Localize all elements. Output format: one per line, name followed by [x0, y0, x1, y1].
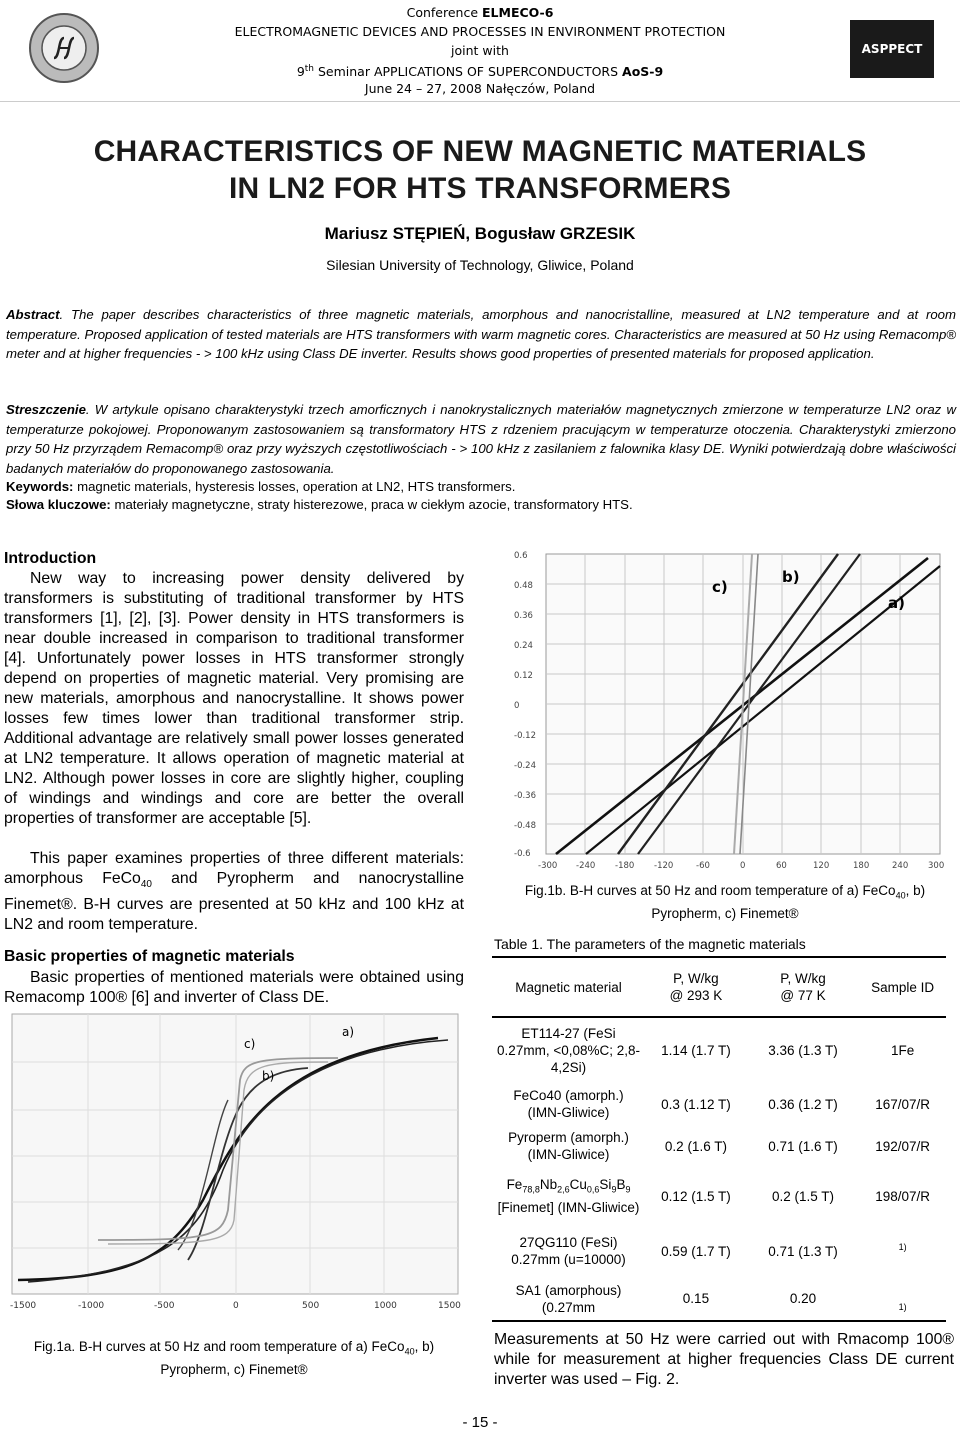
- table-header-row: [492, 957, 946, 1017]
- intro-paragraph-2: This paper examines properties of three different materials: amorphous FeCo$_{40}$ and Pyropherm and nanocrystalline Finemet®. B-H curves are presented at 50 kHz and 100 kHz at LN2 and room temperature.: [4, 850, 464, 934]
- conference-date: June 24 – 27, 2008 Nałęczów, Poland: [364, 81, 596, 96]
- fig1b-ytick: 0.6: [514, 551, 528, 561]
- page-number: - 15 -: [462, 1414, 498, 1431]
- fig1b-ytick: 0.12: [514, 671, 533, 681]
- table-row: [492, 1167, 946, 1225]
- table-cell: 0.2 (1.6 T): [664, 1138, 727, 1154]
- figure-1b-label-b: b): [782, 568, 800, 586]
- fig1a-xtick: -500: [154, 1301, 175, 1310]
- fig1a-xtick: 1500: [438, 1301, 461, 1310]
- basic-properties-paragraph: Basic properties of mentioned materials were obtained using Remacomp 100® [6] and inverter of Class DE.: [4, 969, 464, 1006]
- table-row: [492, 1083, 946, 1125]
- figure-1a-plot: [8, 1010, 468, 1310]
- table-cell: 198/07/R: [875, 1188, 931, 1204]
- table-cell: Pyroperm (amorph.) (IMN-Gliwice): [508, 1130, 629, 1162]
- fig1b-ytick: -0.36: [514, 791, 536, 801]
- joint-with: joint with: [451, 43, 509, 58]
- table-row: [492, 1225, 946, 1277]
- table-cell: 192/07/R: [875, 1138, 931, 1154]
- figure-1a-caption: Fig.1a. B-H curves at 50 Hz and room temperature of a) FeCo$_{40}$, b) Pyropherm, c) Finemet®: [33, 1339, 435, 1377]
- table-cell: ET114-27 (FeSi 0.27mm, <0,08%C; 2,8-4,2Si): [497, 1026, 640, 1075]
- authors: Mariusz STĘPIEŃ, Bogusław GRZESIK: [324, 224, 636, 243]
- keywords-pl: Słowa kluczowe: materiały magnetyczne, straty histerezowe, praca w ciekłym azocie, transformatory HTS.: [6, 497, 633, 512]
- table-cell: 167/07/R: [875, 1096, 931, 1112]
- table-header-cell: P, W/kg @ 77 K: [780, 971, 826, 1003]
- table-row: [492, 1125, 946, 1167]
- fig1a-xtick: -1500: [10, 1301, 37, 1310]
- table-cell: 3.36 (1.3 T): [768, 1043, 838, 1058]
- fig1b-xtick: -180: [615, 861, 635, 871]
- table-cell: 0.71 (1.3 T): [768, 1243, 838, 1259]
- figure-1b-plot: [508, 548, 954, 878]
- table-cell: 27QG110 (FeSi) 0.27mm (u=10000): [511, 1235, 626, 1267]
- figure-1b-label-a: a): [888, 594, 905, 612]
- table-cell: 1): [898, 1302, 907, 1312]
- fig1b-xtick: 120: [813, 861, 830, 871]
- fig1b-ytick: -0.48: [514, 821, 536, 831]
- keywords: Keywords: magnetic materials, hysteresis losses, operation at LN2, HTS transformers.: [6, 479, 516, 494]
- seminar-line: 9th Seminar APPLICATIONS OF SUPERCONDUCTORS AoS-9: [296, 64, 664, 80]
- figure-1a: [8, 1010, 468, 1315]
- figure-1a-label-b: b): [262, 1069, 275, 1083]
- fig1a-xtick: 0: [233, 1301, 239, 1310]
- streszczenie: Streszczenie. W artykule opisano charakterystyki trzech amorficznych i nanokrystalicznych materiałów magnetycznych zmierzone w temperaturze LN2 oraz w temperaturze pokojowej. Proponowanym zastosowaniem są transformatory HTS z rdzeniem pracującym w temperaturze otoczenia. Charakterystyki zmierzono przy 50 Hz przyrządem Remacomp® oraz przy wyższych częstotliwościach - > 100 kHz z zasilaniem z falownika klasy DE. Wyniki potwierdzają dobre właściwości badanych materiałów do proponowanego zastosowania.: [6, 402, 956, 476]
- conference-subtitle: ELECTROMAGNETIC DEVICES AND PROCESSES IN ENVIRONMENT PROTECTION: [234, 24, 726, 39]
- table-cell: 0.12 (1.5 T): [661, 1188, 731, 1204]
- table-cell: $Fe_{78,8}Nb_{2,6}Cu_{0,6}Si_9B_9$ [Finemet] (IMN-Gliwice): [492, 1167, 645, 1225]
- table-cell: 1.14 (1.7 T): [661, 1043, 731, 1058]
- fig1b-xtick: -300: [538, 861, 558, 871]
- table-cell: 0.15: [682, 1291, 710, 1306]
- table-cell: 1): [898, 1242, 907, 1252]
- introduction-heading: Introduction: [4, 550, 97, 567]
- figure-1b: [508, 548, 954, 883]
- asppect-logo: ASPPECT: [850, 20, 934, 78]
- table-cell: 0.2 (1.5 T): [772, 1188, 835, 1204]
- table-header-cell: P, W/kg @ 293 K: [669, 971, 723, 1003]
- table-cell: 1Fe: [890, 1043, 915, 1058]
- table-cell: 0.36 (1.2 T): [768, 1096, 838, 1112]
- finemet-formula: $Fe_{78,8}Nb_{2,6}Cu_{0,6}Si_9B_9$: [506, 1177, 631, 1195]
- figure-1a-label-c: c): [244, 1037, 256, 1051]
- fig1b-ytick: 0.24: [514, 641, 533, 651]
- basic-properties-heading: Basic properties of magnetic materials: [4, 948, 295, 965]
- fig1a-xtick: 1000: [374, 1301, 397, 1310]
- fig1b-xtick: 300: [928, 861, 945, 871]
- table-row: [492, 1017, 946, 1083]
- table-cell: 0.20: [789, 1291, 817, 1306]
- paper-title-line1: CHARACTERISTICS OF NEW MAGNETIC MATERIALS: [93, 135, 867, 168]
- ieee-logo: [28, 12, 100, 84]
- fig1b-xtick: 240: [892, 861, 909, 871]
- figure-1b-caption: Fig.1b. B-H curves at 50 Hz and room temperature of a) FeCo$_{40}$, b) Pyropherm, c) Finemet®: [524, 883, 926, 921]
- table-row: [492, 1277, 946, 1321]
- fig1b-xtick: 0: [740, 861, 746, 871]
- table-cell: SA1 (amorphous) (0.27mm: [515, 1282, 622, 1315]
- fig1b-ytick: 0: [514, 701, 520, 711]
- table-header-cell: Magnetic material: [515, 979, 622, 995]
- figure-1a-label-a: a): [342, 1025, 355, 1039]
- parameters-table: [492, 956, 946, 1322]
- table-cell: FeCo40 (amorph.) (IMN-Gliwice): [513, 1088, 624, 1120]
- fig1b-ytick: -0.24: [514, 761, 536, 771]
- fig1b-xtick: 180: [853, 861, 870, 871]
- header-divider: [0, 101, 960, 102]
- fig1b-ytick: 0.48: [514, 581, 533, 591]
- fig1b-ytick: 0.36: [514, 611, 533, 621]
- table-caption: Table 1. The parameters of the magnetic materials: [494, 936, 806, 952]
- table-cell: 0.59 (1.7 T): [661, 1243, 731, 1259]
- fig1a-xtick: -1000: [78, 1301, 105, 1310]
- conference-line: Conference ELMECO-6: [406, 5, 554, 20]
- table-cell: 0.71 (1.6 T): [768, 1138, 838, 1154]
- figure-1b-label-c: c): [712, 578, 728, 596]
- fig1b-xtick: -120: [654, 861, 674, 871]
- measurement-paragraph: Measurements at 50 Hz were carried out with Rmacomp 100® while for measurement at higher frequencies Class DE current inverter was used – Fig. 2.: [494, 1331, 954, 1388]
- table-cell: 0.3 (1.12 T): [661, 1096, 731, 1112]
- fig1b-xtick: -60: [696, 861, 710, 871]
- fig1b-ytick: -0.12: [514, 731, 536, 741]
- fig1b-xtick: -240: [576, 861, 596, 871]
- affiliation: Silesian University of Technology, Gliwice, Poland: [326, 257, 634, 273]
- paper-title-line2: IN LN2 FOR HTS TRANSFORMERS: [228, 172, 732, 205]
- fig1b-ytick: -0.6: [514, 849, 531, 859]
- intro-paragraph-1: New way to increasing power density delivered by transformers is substituting of traditional transformer by HTS transformers [1], [2], [3]. Power density in HTS transformers is near double increased in comparison to traditional transformer [4]. Unfortunately power losses in HTS transformer strongly depend on properties of magnetic material. Very promising are new materials, amorphous and nanocrystalline. It shows power losses few times lower than traditional transformer strip. Additional advantage are relatively small power losses generated at LN2 temperature. It allows operation of magnetic material at LN2. Although power losses in core are slightly higher, coupling of windings and windings and core are better the overall properties of transformer are acceptable [5].: [4, 570, 464, 827]
- fig1a-xtick: 500: [302, 1301, 320, 1310]
- abstract: Abstract. The paper describes characteristics of three magnetic materials, amorphous and nanocristalline, measured at LN2 temperature and at room temperature. Proposed application of tested materials are HTS transformers with warm magnetic cores. Characteristics are measured at 50 Hz using Remacomp® meter and at higher frequencies - > 100 kHz using Class DE inverter. Results shows good properties of presented materials for proposed application.: [6, 307, 956, 361]
- table-header-cell: Sample ID: [871, 979, 935, 995]
- fig1b-xtick: 60: [776, 861, 787, 871]
